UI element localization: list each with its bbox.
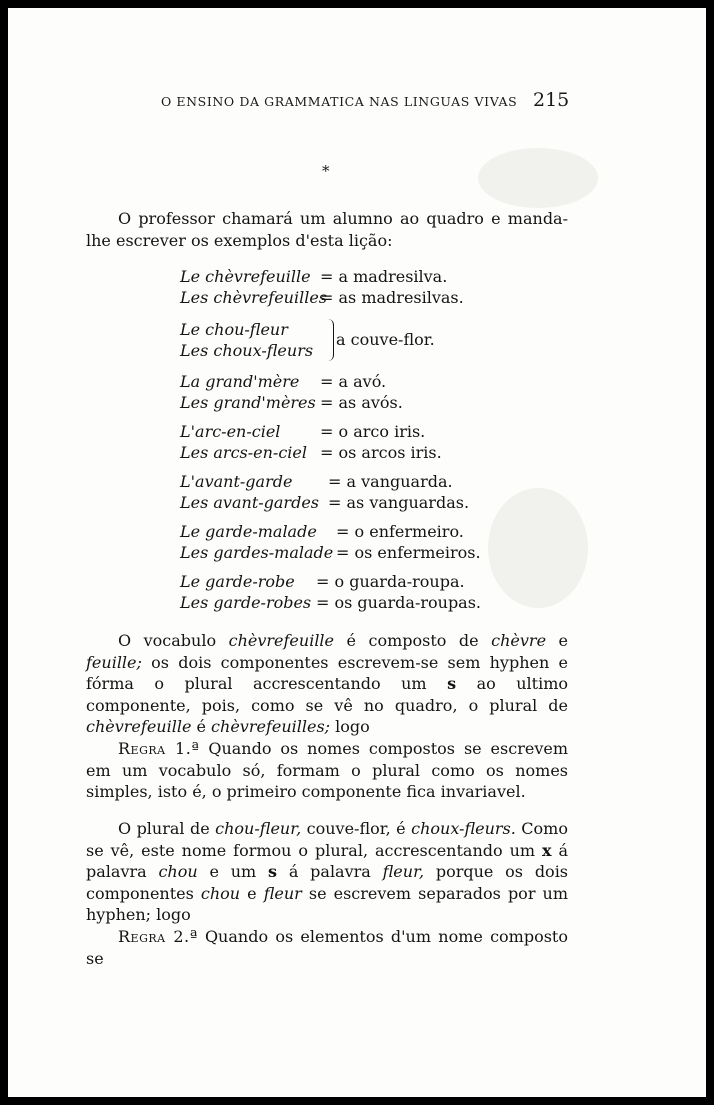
example-fr: Les arcs-en-ciel [180,443,307,462]
example-pt: = a avó. [320,371,386,392]
example-pt: = o enfermeiro. [336,521,464,542]
rule-1 [86,738,568,803]
paragraph-chou-fleur [86,818,568,926]
intro-paragraph [86,208,568,251]
intro-text: O professor chamará um alumno ao quadro e manda-lhe escrever os exemplos d'esta lição: [86,209,568,250]
example-fr: Les garde-robes [180,593,312,612]
example-fr: L'arc-en-ciel [180,422,281,441]
example-pt: = os guarda-roupas. [316,592,481,613]
page-number: 215 [533,89,570,111]
example-fr: L'avant-garde [180,472,293,491]
example-fr: Le garde-robe [180,572,295,591]
example-group-avant-garde [180,471,560,513]
example-fr: Les avant-gardes [180,493,319,512]
rule-1-text: Regra 1.ª Quando os nomes compostos se escrevem em um vocabulo só, formam o plural como os nomes simples, isto é, o primeiro componente fica invariavel. [86,739,568,801]
example-group-grand-mere [180,371,560,413]
example-pt: = as madresilvas. [320,287,464,308]
example-pt: = as vanguardas. [328,492,469,513]
book-page [8,8,706,1097]
rule-label: Regra 1.ª [118,739,200,758]
running-head: O ENSINO DA GRAMMATICA NAS LINGUAS VIVAS [161,94,518,109]
example-pt: = a madresilva. [320,266,447,287]
example-pt: = o guarda-roupa. [316,571,465,592]
example-pt: = os arcos iris. [320,442,442,463]
example-fr: Le chèvrefeuille [180,267,311,286]
paragraph-chevrefeuille [86,630,568,738]
example-pt: = o arco iris. [320,421,425,442]
example-pt: = a vanguarda. [328,471,453,492]
example-fr: Le garde-malade [180,522,317,541]
section-asterisk: * [322,162,330,180]
rule-2 [86,926,568,969]
rule-label: Regra 2.ª [118,927,198,946]
example-group-arc-en-ciel [180,421,560,463]
paragraph-text: O vocabulo chèvrefeuille é composto de chèvre e feuille; os dois componentes escrevem-se sem hyphen e fórma o plural accrescentando um s ao ultimo componente, pois, como se vê no quadro, o plural de chèvrefeuille é chèvrefeuilles; logo [86,631,569,736]
example-pt: = os enfermeiros. [336,542,481,563]
example-fr: Les choux-fleurs [180,341,314,360]
example-pt: = as avós. [320,392,403,413]
brace [327,319,334,361]
paragraph-text: O plural de chou-fleur, couve-flor, é choux-fleurs. Como se vê, este nome formou o plural, accrescentando um x á palavra chou e um s á palavra fleur, porque os dois componentes chou e fleur se escrevem separados por um hyphen; logo [86,819,569,924]
example-fr: Les chèvrefeuilles [180,288,328,307]
rule-2-text: Regra 2.ª Quando os elementos d'um nome composto se [86,927,568,968]
bleed-through-smudge [478,148,598,208]
example-group-chou-fleur [180,319,560,361]
example-fr: Les gardes-malade [180,543,334,562]
page-header [8,89,706,116]
example-group-chevrefeuille [180,266,560,308]
example-pt: a couve-flor. [336,330,435,349]
example-group-garde-robe [180,571,560,613]
example-fr: Les grand'mères [180,393,316,412]
example-fr: Le chou-fleur [180,320,288,339]
example-fr: La grand'mère [180,372,300,391]
example-group-garde-malade [180,521,560,563]
